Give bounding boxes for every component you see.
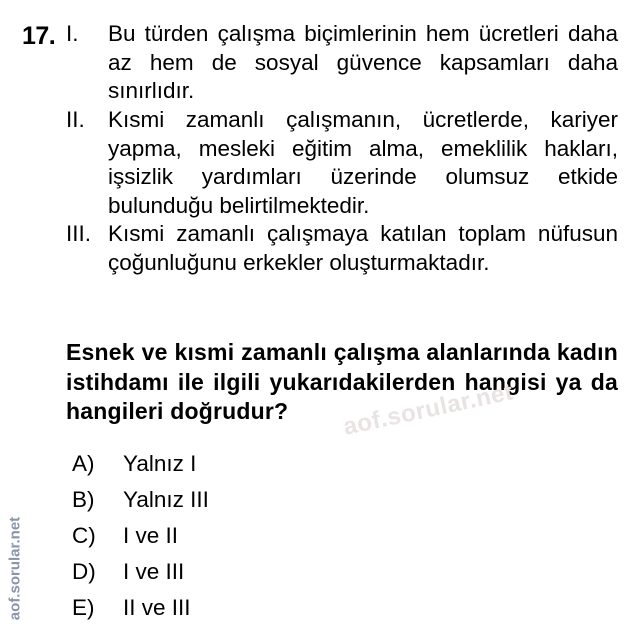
question-number: 17.: [22, 22, 56, 50]
option-d-text: I ve III: [123, 559, 185, 584]
option-a-text: Yalnız I: [123, 451, 197, 476]
statement-1: [66, 20, 618, 106]
watermark-center: aof.sorular.net: [340, 378, 516, 441]
watermark-side: aof.sorular.net: [6, 516, 24, 621]
option-e-letter: E): [72, 595, 95, 620]
option-b-letter: B): [72, 487, 95, 512]
statement-2: [66, 106, 618, 220]
statement-1-text: Bu türden çalışma biçimlerinin hem ücretleri daha az hem de sosyal güvence kapsamları daha sınırlıdır.: [108, 21, 618, 103]
option-a-letter: A): [72, 451, 95, 476]
option-c-text: I ve II: [123, 523, 179, 548]
statement-3: [66, 220, 618, 277]
question-stem: Esnek ve kısmi zamanlı çalışma alanlarında kadın istihdamı ile ilgili yukarıdakilerden hangisi ya da hangileri doğrudur?: [66, 339, 618, 424]
statement-3-numeral: III.: [66, 221, 92, 246]
statement-1-numeral: I.: [66, 21, 79, 46]
option-d-letter: D): [72, 559, 96, 584]
option-c-letter: C): [72, 523, 96, 548]
statement-2-numeral: II.: [66, 107, 85, 132]
option-e-text: II ve III: [123, 595, 191, 620]
option-b-text: Yalnız III: [123, 487, 209, 512]
statement-2-text: Kısmi zamanlı çalışmanın, ücretlerde, kariyer yapma, mesleki eğitim alma, emeklilik hakları, işsizlik yardımları üzerinde olumsuz etkide bulunduğu belirtilmektedir.: [108, 107, 618, 218]
statement-3-text: Kısmi zamanlı çalışmaya katılan toplam nüfusun çoğunluğunu erkekler oluşturmaktadır.: [108, 221, 618, 275]
